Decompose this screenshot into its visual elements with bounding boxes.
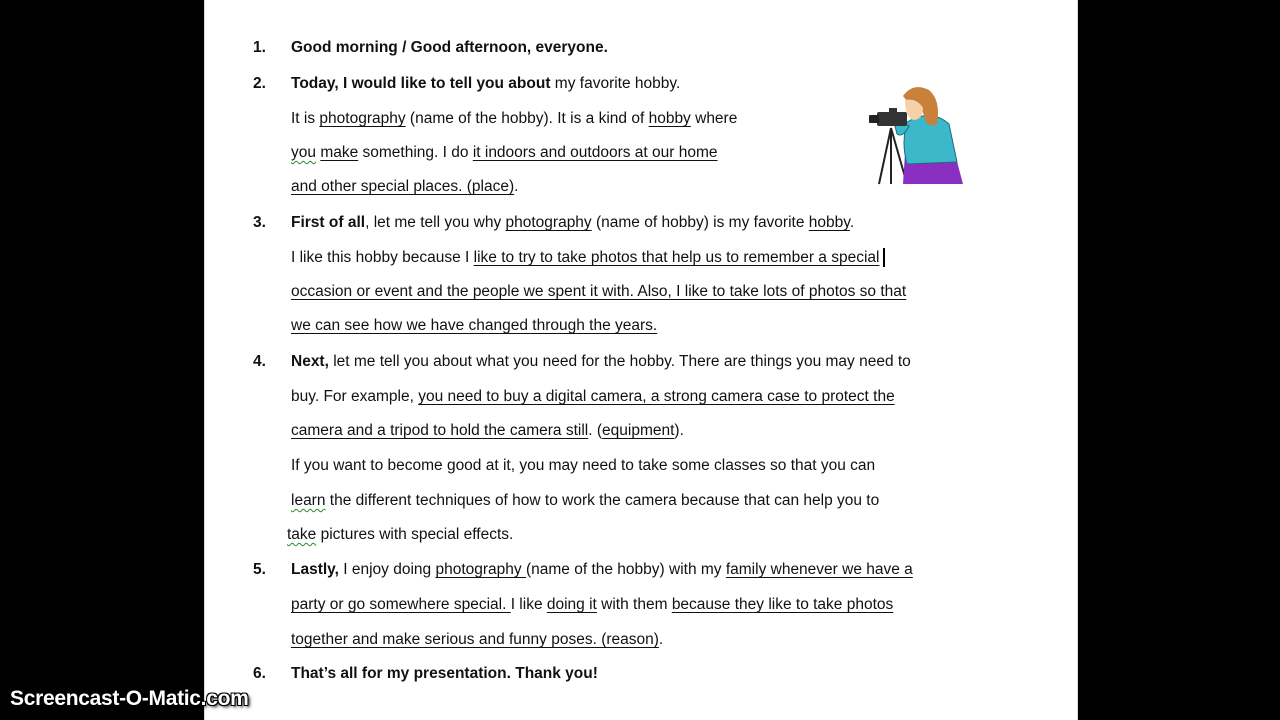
- text-run: occasion or event and the people we spent it with. Also, I like to take lots of photos so that: [291, 283, 907, 300]
- text-run: make: [320, 144, 359, 161]
- line-text: [287, 518, 513, 552]
- text-run: That’s all for my presentation. Thank you!: [291, 665, 598, 682]
- text-run: photography: [435, 561, 526, 578]
- text-run: First of all: [291, 214, 366, 231]
- text-run: where: [690, 110, 738, 127]
- outline-line: [205, 449, 1077, 483]
- line-text: [291, 206, 854, 240]
- text-run: you need to buy a digital camera, a strong camera case to protect the: [418, 388, 895, 405]
- line-text: [291, 588, 893, 622]
- text-run: hobby: [808, 214, 850, 231]
- text-run: Today, I would like to tell you about: [291, 75, 551, 92]
- text-run: pictures with special effects.: [316, 526, 514, 543]
- text-run: ).: [674, 422, 684, 439]
- text-run: it indoors and outdoors at our home: [472, 144, 718, 161]
- text-run: we can see how we have changed through the years.: [291, 317, 658, 334]
- outline-line: [205, 553, 1077, 587]
- text-run: you: [291, 144, 316, 161]
- outline-line: [205, 309, 1077, 343]
- text-run: equipment: [602, 422, 675, 439]
- line-text: [291, 345, 911, 379]
- text-run: together and make serious and funny poses. (reason): [291, 631, 659, 648]
- text-run: with them: [596, 596, 672, 613]
- text-run: I enjoy doing: [338, 561, 436, 578]
- text-run: .: [514, 178, 519, 195]
- item-number: 4.: [253, 353, 266, 370]
- outline-line: [205, 380, 1077, 414]
- text-run: camera and a tripod to hold the camera still: [291, 422, 589, 439]
- line-text: [291, 170, 518, 204]
- outline-line: [205, 657, 1077, 691]
- text-run: like to try to take photos that help us to remember a special: [473, 249, 880, 266]
- outline-line: [205, 588, 1077, 622]
- text-run: take: [287, 526, 317, 543]
- text-run: I like: [510, 596, 547, 613]
- text-run: because they like to take photos: [671, 596, 894, 613]
- document-page: [204, 0, 1078, 720]
- text-run: I like this hobby because I: [291, 249, 474, 266]
- text-run: doing it: [546, 596, 597, 613]
- photographer-icon: [867, 82, 965, 186]
- text-run: party or go somewhere special.: [291, 596, 511, 613]
- photographer-clipart: [867, 82, 965, 186]
- text-run: photography: [319, 110, 406, 127]
- line-text: [291, 136, 718, 170]
- item-number: 6.: [253, 665, 266, 682]
- text-run: buy. For example,: [291, 388, 419, 405]
- text-run: Good morning / Good afternoon, everyone.: [291, 39, 608, 56]
- item-number: 1.: [253, 39, 266, 56]
- outline-line: [205, 623, 1077, 657]
- text-run: my favorite hobby.: [550, 75, 681, 92]
- outline-line: [205, 414, 1077, 448]
- text-run: , let me tell you why: [365, 214, 506, 231]
- line-text: [291, 102, 737, 136]
- line-text: [291, 309, 657, 343]
- line-text: [291, 31, 608, 65]
- item-number: 2.: [253, 75, 266, 92]
- outline-line: [205, 241, 1077, 275]
- text-run: (name of hobby) is my favorite: [591, 214, 809, 231]
- item-number: 5.: [253, 561, 266, 578]
- line-text: [291, 449, 875, 483]
- line-text: [291, 380, 895, 414]
- text-run: Lastly,: [291, 561, 339, 578]
- text-run: . (: [588, 422, 603, 439]
- line-text: [291, 241, 885, 275]
- text-cursor: [883, 248, 885, 267]
- text-run: (name of the hobby) with my: [525, 561, 726, 578]
- outline-line: [205, 206, 1077, 240]
- text-run: let me tell you about what you need for the hobby. There are things you may need to: [328, 353, 911, 370]
- outline-line: [205, 484, 1077, 518]
- line-text: [291, 553, 913, 587]
- outline-line: [205, 275, 1077, 309]
- text-run: and other special places. (place): [291, 178, 515, 195]
- line-text: [291, 67, 680, 101]
- outline-line: [205, 31, 1077, 65]
- text-run: learn: [291, 492, 326, 509]
- text-run: .: [849, 214, 855, 231]
- line-text: [291, 657, 598, 691]
- text-run: (name of the hobby). It is a kind of: [405, 110, 649, 127]
- text-run: something. I do: [358, 144, 473, 161]
- line-text: [291, 484, 879, 518]
- line-text: [291, 275, 906, 309]
- text-run: photography: [505, 214, 592, 231]
- text-run: It is: [291, 110, 320, 127]
- text-run: family whenever we have a: [725, 561, 913, 578]
- text-run: the different techniques of how to work the camera because that can help you to: [325, 492, 880, 509]
- line-text: [291, 623, 663, 657]
- item-number: 3.: [253, 214, 266, 231]
- line-text: [291, 414, 684, 448]
- outline-line: [205, 345, 1077, 379]
- text-run: Next,: [291, 353, 329, 370]
- text-run: .: [658, 631, 664, 648]
- text-run: If you want to become good at it, you may need to take some classes so that you can: [291, 457, 876, 474]
- outline-line: [205, 518, 1077, 552]
- screencast-watermark: Screencast-O-Matic.com: [10, 687, 249, 710]
- text-run: hobby: [648, 110, 691, 127]
